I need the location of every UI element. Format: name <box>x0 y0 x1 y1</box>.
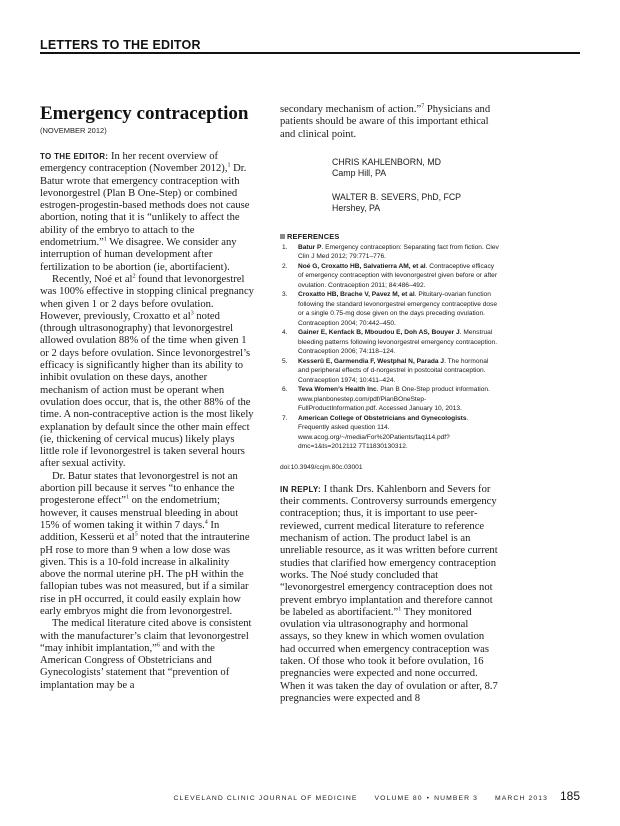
reference-number: 7. <box>282 414 288 422</box>
letter-paragraph-1: TO THE EDITOR: In her recent overview of emergency contraception (November 2012),$^1$ Dr. Batur wrote that emergency contraception with levonorgestrel (Plan B One-Step) or combined estrogen-progestin-based methods does not cause abortion, noting that it is “unlikely to affect the ability of the embryo to attach to the endometrium.”$^1$ We disagree. We consider any interruption of human development after fertilization to be abortion (ie, abortifacient). <box>40 151 250 273</box>
reference-authors: American College of Obstetricians and Gynecologists <box>298 414 467 422</box>
reference-authors: Noé G, Croxatto HB, Salvatierra AM, et al <box>298 262 426 270</box>
reference-citation: . The hormonal and peripheral effects of d-norgestrel in postcoital contraception. Contraception 1974; 10:411–424. <box>298 357 489 384</box>
signature-place: Hershey, PA <box>332 202 381 213</box>
footer-separator <box>485 795 488 802</box>
reference-number: 6. <box>282 386 288 394</box>
references-heading: REFERENCES <box>280 232 500 241</box>
reference-text <box>298 328 500 357</box>
in-reply-label: IN REPLY: <box>280 484 321 494</box>
footer-volume: VOLUME 80 <box>374 795 423 802</box>
signature-name: CHRIS KAHLENBORN, MD <box>332 156 441 167</box>
footer-date: MARCH 2013 <box>495 795 548 802</box>
reference-citation: . Emergency contraception: Separating fact from fiction. Clev Clin J Med 2012; 79:771–776. <box>298 243 499 261</box>
reference-citation: . Menstrual bleeding patterns following levonorgestrel emergency contraception. Contraception 2006; 74:118–124. <box>298 329 498 356</box>
footer-number: NUMBER 3 <box>434 795 479 802</box>
reference-number: 4. <box>282 329 288 337</box>
reference-text <box>298 290 500 328</box>
signature-name: WALTER B. SEVERS, PhD, FCP <box>332 191 462 202</box>
reply-body <box>280 484 500 705</box>
letter-paragraph-4-cont: secondary mechanism of action.”$^7$ Physicians and patients should be aware of this important ethical and clinical point. <box>280 103 491 140</box>
reference-number: 5. <box>282 357 288 365</box>
reply-paragraph: IN REPLY: I thank Drs. Kahlenborn and Severs for their comments. Controversy surrounds emergency contraception; thus, it is important to use peer-reviewed, current medical literature to reference mechanism of action. The product label is an unreliable resource, as it was written before current studies that clarified how emergency contraception works. The Noé study concluded that “levonorgestrel emergency contraception does not prevent embryo implantation and therefore cannot be labeled as abortifacient.”$^1$ They monitored ovulation via ultrasonography and hormonal assays, so they knew in which women ovulation had occurred when emergency contraception was taken. Of those who took it before ovulation, 16 pregnancies were expected and none occurred. When it was taken the day of ovulation or after, 8.7 pregnancies were expected and 8 <box>280 483 498 704</box>
section-header: LETTERS TO THE EDITOR <box>40 38 201 52</box>
reference-authors: Kesserü E, Garmendia F, Westphal N, Parada J <box>298 357 445 365</box>
signature-2 <box>332 192 500 214</box>
article-title: Emergency contraception <box>40 103 249 124</box>
page-number: 185 <box>559 789 580 803</box>
footer-separator <box>365 795 368 802</box>
reference-authors: Croxatto HB, Brache V, Pavez M, et al <box>298 291 415 299</box>
reference-item <box>280 385 500 414</box>
square-bullet-icon <box>280 234 285 239</box>
reference-text <box>298 414 500 452</box>
reference-text <box>298 357 500 386</box>
to-the-editor-label: TO THE EDITOR: <box>40 152 109 161</box>
signature-place: Camp Hill, PA <box>332 167 387 178</box>
letter-continuation <box>280 104 500 141</box>
letter-body <box>40 151 255 692</box>
reference-number: 1. <box>282 243 288 251</box>
reference-citation: . Contraceptive efficacy of emergency contraception with levonorgestrel given before or after ovulation. Contraception 2011; 84:486–492. <box>298 262 498 289</box>
reference-item <box>280 243 500 262</box>
letter-paragraph-2: Recently, Noé et $al^2$ found that levonorgestrel was 100% effective in stopping clinical pregnancy when given 1 or 2 days before ovulation. However, previously, Croxatto et $al^3$ noted (through ultrasonography) that levonorgestrel allowed ovulation 88% of the time when given 1 or 2 days before ovulation. Since levonorgestrel’s efficacy is significantly higher than its ability to inhibit ovulation on these days, another mechanism of action must be operant when ovulation does occur, that is, the other 88% of the time. A non-contraceptive action is the most likely explanation by default since the other main effect (ie, thickening of cervical mucus) likely plays little role if levonorgestrel is taken several hours after sexual activity. <box>40 273 254 470</box>
reference-text <box>298 262 500 291</box>
letter-paragraph-4: The medical literature cited above is consistent with the manufacturer’s claim that levonorgestrel “may inhibit implantation,”$^6$ and with the American Congress of Obstetricians and Gynecologists’ statement that “prevention of implantation may be a <box>40 618 252 691</box>
reference-text <box>298 385 500 414</box>
reference-authors: Batur P <box>298 243 322 251</box>
header-rule <box>40 52 580 54</box>
page-footer <box>174 789 580 803</box>
references-list <box>280 243 500 452</box>
doi: doi:10.3949/ccjm.80c.03001 <box>280 463 363 471</box>
issue-date: (NOVEMBER 2012) <box>40 126 107 135</box>
footer-journal: CLEVELAND CLINIC JOURNAL OF MEDICINE <box>173 795 358 802</box>
reference-item <box>280 328 500 357</box>
left-column <box>40 104 255 692</box>
reference-item <box>280 262 500 291</box>
reference-number: 3. <box>282 291 288 299</box>
reference-citation: . Pituitary-ovarian function following the standard levonorgestrel emergency contraceptive dose or a single 0.75-mg dose given on the days preceding ovulation. Contraception 2004; 70:442–450. <box>298 291 498 327</box>
letter-paragraph-3: Dr. Batur states that levonorgestrel is not an abortion pill because it serves “to enhance the progesterone effect”$^1$ on the endometrium; however, it causes menstrual bleeding in about 15% of women taking it within 7 days.$^4$ In addition, Kesserü et $al^5$ noted that the intrauterine pH rose to more than 9 when a low dose was given. This is a 10-fold increase in alkalinity above the normal uterine pH. The pH within the fallopian tubes was not measured, but if a similar rise in pH occurred, it could easily explain how early embryos might die from levonorgestrel. <box>40 470 250 617</box>
reference-item <box>280 290 500 328</box>
reference-number: 2. <box>282 262 288 270</box>
reference-text <box>298 243 500 262</box>
reference-item <box>280 357 500 386</box>
reference-authors: Gainer E, Kenfack B, Mboudou E, Doh AS, Bouyer J <box>298 329 460 337</box>
reference-citation: . Plan B One-Step product information. www.planbonestep.com/pdf/PlanBOneStep-FullProductInformation.pdf. Accessed January 10, 2013. <box>298 386 490 413</box>
reference-citation: . Frequently asked question 114. www.acog.org/~/media/For%20Patients/faq114.pdf?dmc=1&ts=2012112 7T11830130312. <box>298 414 469 451</box>
reference-authors: Teva Women’s Health Inc <box>298 386 377 394</box>
bullet-icon: • <box>426 795 431 802</box>
signature-1 <box>332 157 500 179</box>
reference-item <box>280 414 500 452</box>
right-column <box>280 104 500 705</box>
